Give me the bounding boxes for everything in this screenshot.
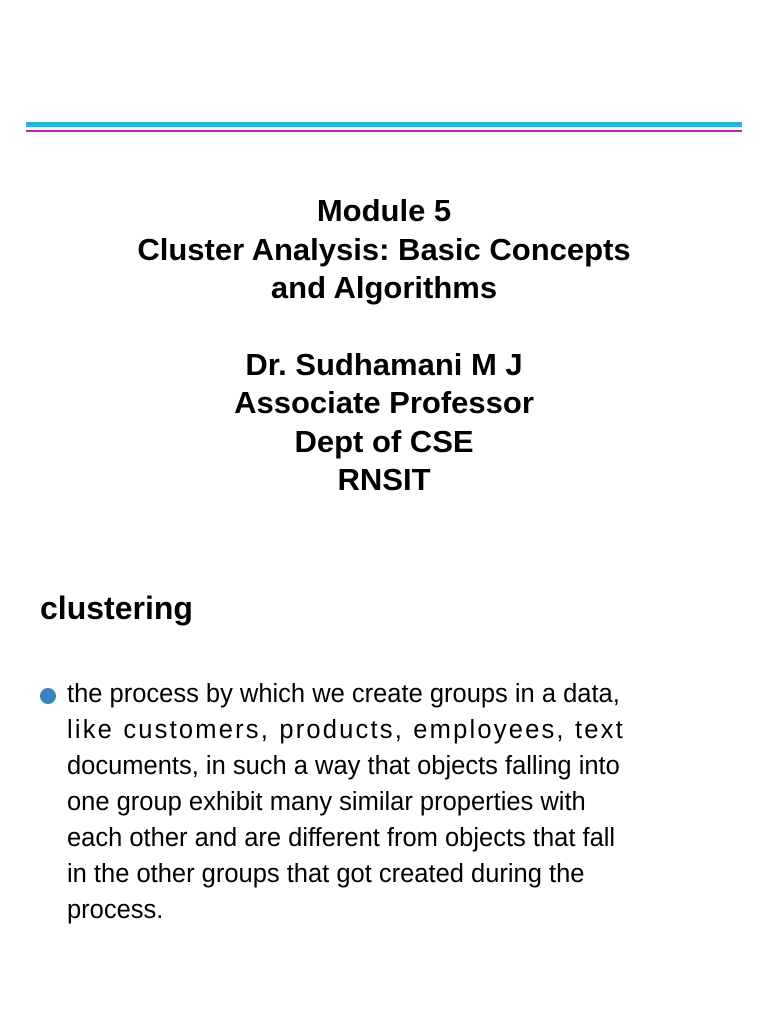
header-rule-magenta bbox=[26, 130, 742, 132]
bullet-text bbox=[67, 676, 727, 928]
bullet-dot-icon bbox=[40, 688, 56, 704]
title-block bbox=[0, 192, 768, 500]
bullet-item bbox=[40, 676, 740, 928]
bullet-line: documents, in such a way that objects falling into bbox=[67, 752, 620, 780]
author-name: Dr. Sudhamani M J bbox=[245, 346, 523, 382]
author-institute: RNSIT bbox=[337, 462, 431, 497]
bullet-line: process. bbox=[67, 896, 164, 924]
bullet-line: each other and are different from objects that fall bbox=[67, 824, 616, 852]
header-rule-blue bbox=[26, 122, 742, 127]
bullet-line: like customers, products, employees, text bbox=[67, 716, 625, 744]
module-title: Module 5 bbox=[316, 193, 452, 228]
slide-title-line-1: Cluster Analysis: Basic Concepts bbox=[137, 231, 631, 267]
slide-title-line-2: and Algorithms bbox=[270, 270, 498, 305]
author-designation: Associate Professor bbox=[234, 385, 534, 420]
author-department: Dept of CSE bbox=[294, 423, 474, 459]
bullet-line: the process by which we create groups in a data, bbox=[67, 680, 620, 708]
bullet-line: one group exhibit many similar properties with bbox=[67, 788, 586, 816]
bullet-line: in the other groups that got created during the bbox=[67, 860, 585, 888]
section-heading: clustering bbox=[40, 590, 193, 626]
